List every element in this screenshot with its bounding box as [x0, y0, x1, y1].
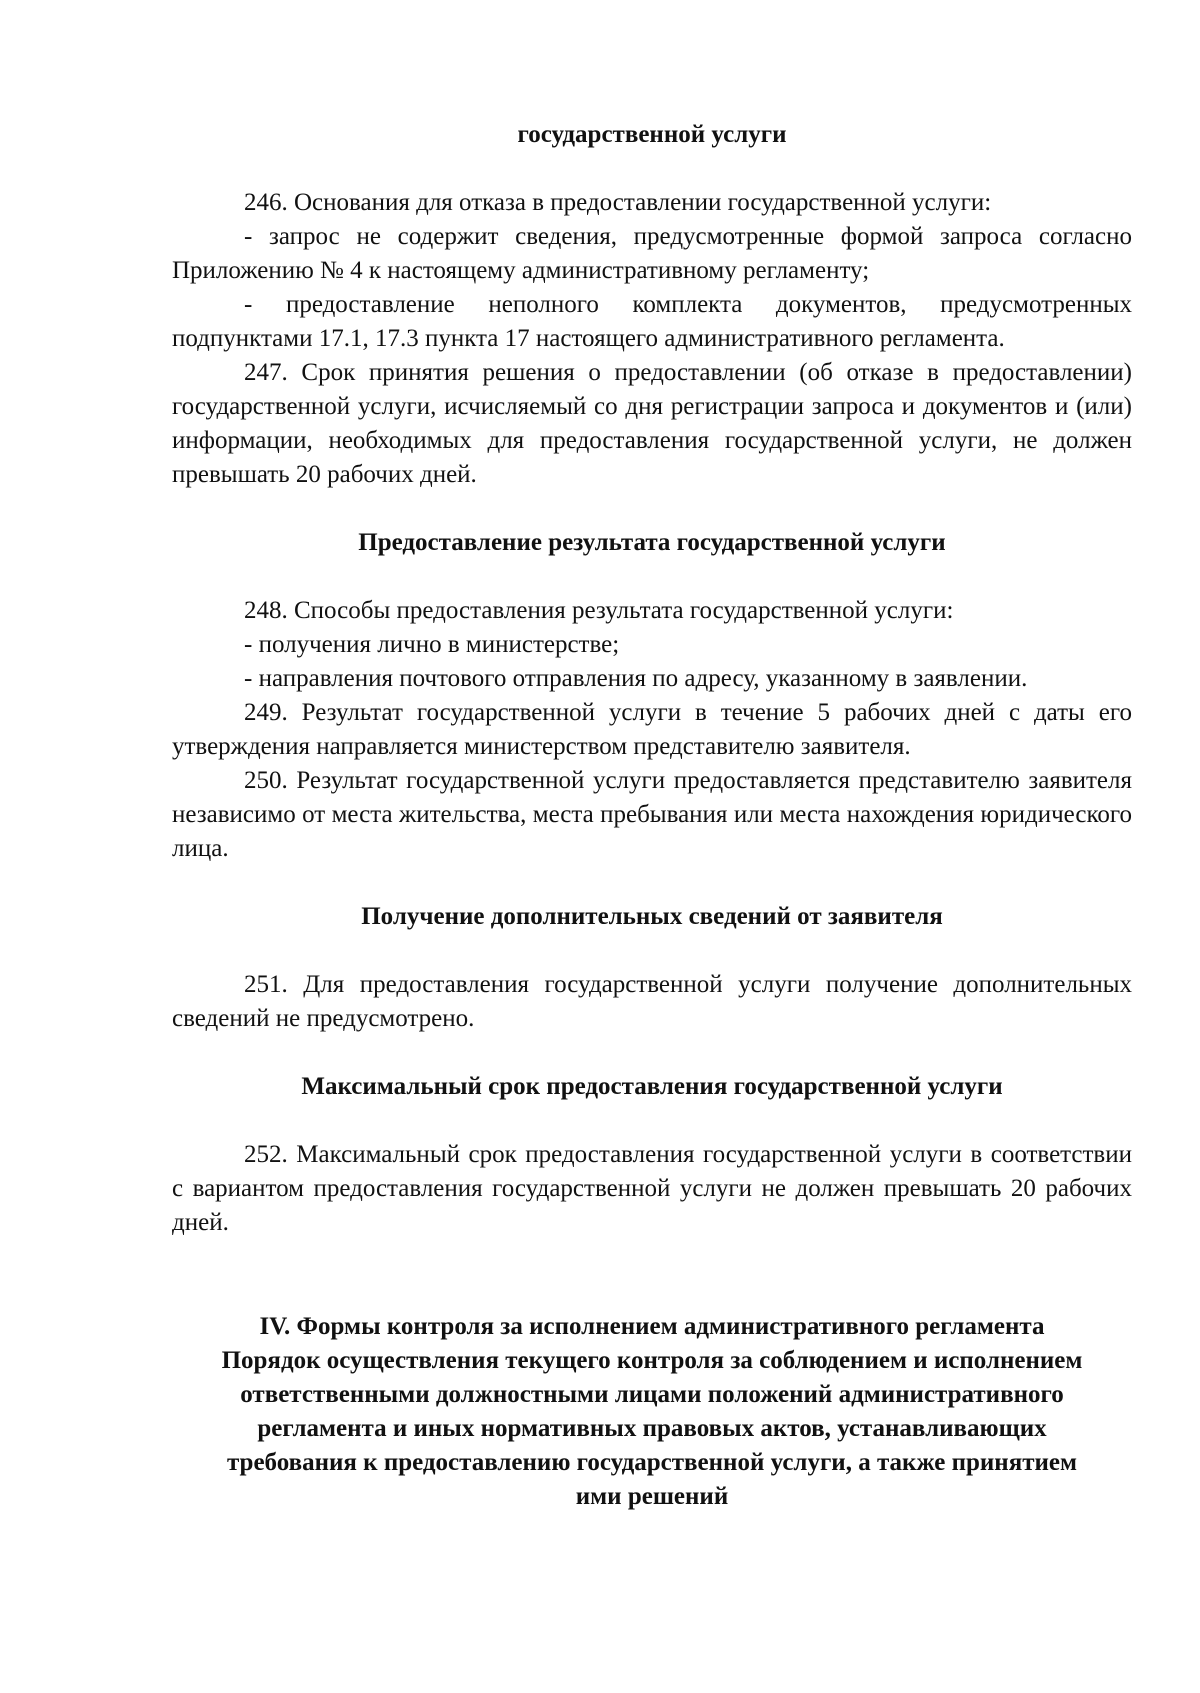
spacer [172, 152, 1132, 186]
spacer [172, 1240, 1132, 1310]
paragraph-246-item-1: - запрос не содержит сведения, предусмотренные формой запроса согласно Приложению № 4 к настоящему административному регламенту; [172, 223, 1132, 284]
paragraph-249: 249. Результат государственной услуги в течение 5 рабочих дней с даты его утверждения направляется министерством представителю заявителя. [172, 699, 1132, 760]
spacer [172, 934, 1132, 968]
chapter-heading-line: ими решений [575, 1483, 729, 1510]
chapter-heading-line: регламента и иных нормативных правовых актов, устанавливающих [257, 1415, 1047, 1442]
paragraph-248-item-1: - получения лично в министерстве; [244, 631, 620, 658]
spacer [172, 560, 1132, 594]
paragraph-247: 247. Срок принятия решения о предоставлении (об отказе в предоставлении) государственной услуги, исчисляемый со дня регистрации запроса и документов и (или) информации, необходимых для предоставления государственной услуги, не должен превышать 20 рабочих дней. [172, 359, 1132, 488]
paragraph-248-item-2: - направления почтового отправления по адресу, указанному в заявлении. [244, 665, 1028, 692]
spacer [172, 1036, 1132, 1070]
chapter-heading-line: ответственными должностными лицами положений административного [240, 1381, 1064, 1408]
section-heading-result: Предоставление результата государственной услуги [358, 529, 946, 556]
top-heading: государственной услуги [517, 121, 787, 148]
spacer [172, 1104, 1132, 1138]
paragraph-248: 248. Способы предоставления результата государственной услуги: [244, 597, 954, 624]
chapter-heading-line: требования к предоставлению государственной услуги, а также принятием [226, 1449, 1078, 1476]
paragraph-251: 251. Для предоставления государственной услуги получение дополнительных сведений не предусмотрено. [172, 971, 1132, 1032]
chapter-heading-line: Порядок осуществления текущего контроля за соблюдением и исполнением [221, 1347, 1083, 1374]
paragraph-246-item-2: - предоставление неполного комплекта документов, предусмотренных подпунктами 17.1, 17.3 пункта 17 настоящего административного регламента. [172, 291, 1132, 352]
paragraph-246: 246. Основания для отказа в предоставлении государственной услуги: [244, 189, 992, 216]
section-heading-additional-info: Получение дополнительных сведений от заявителя [361, 903, 943, 930]
spacer [172, 492, 1132, 526]
spacer [172, 866, 1132, 900]
document-content [172, 118, 1132, 1514]
paragraph-252: 252. Максимальный срок предоставления государственной услуги в соответствии с вариантом предоставления государственной услуги не должен превышать 20 рабочих дней. [172, 1141, 1132, 1236]
paragraph-250: 250. Результат государственной услуги предоставляется представителю заявителя независимо от места жительства, места пребывания или места нахождения юридического лица. [172, 767, 1132, 862]
section-heading-max-term: Максимальный срок предоставления государственной услуги [301, 1073, 1003, 1100]
chapter-heading-control [172, 1310, 1132, 1514]
chapter-heading-line: IV. Формы контроля за исполнением административного регламента [259, 1313, 1045, 1340]
